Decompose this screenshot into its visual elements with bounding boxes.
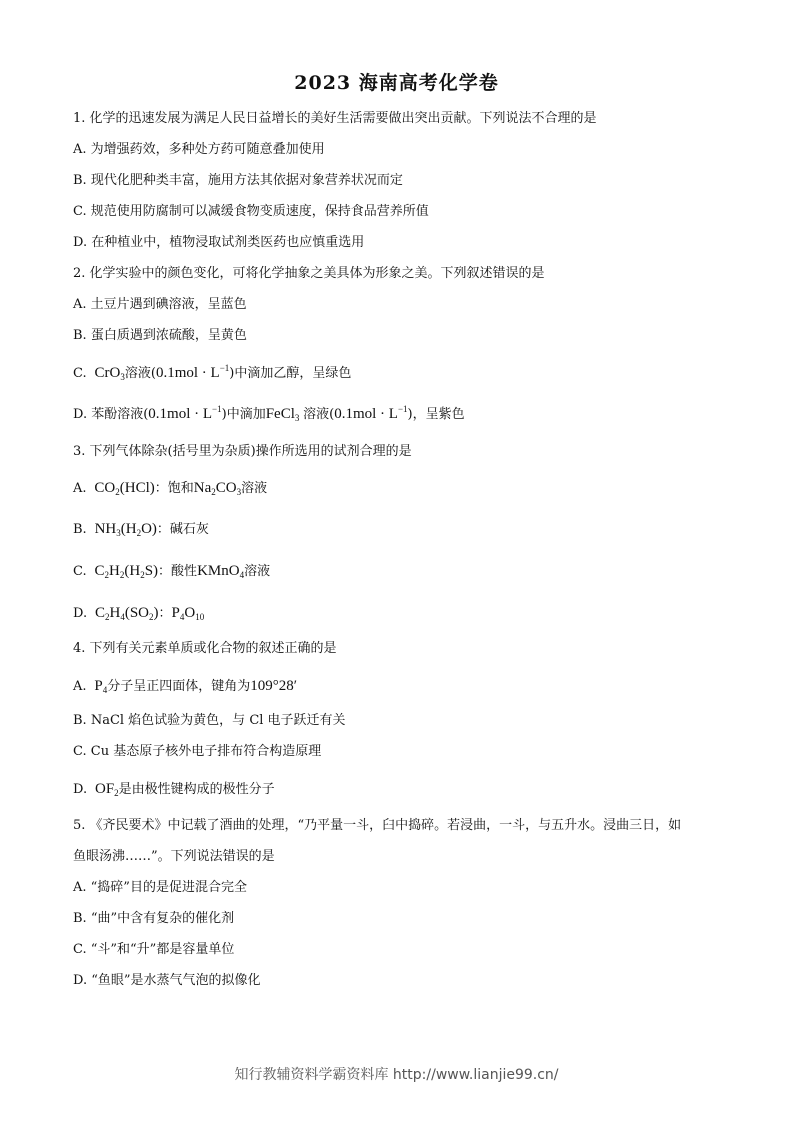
q1-option-c: C. 规范使用防腐制可以减缓食物变质速度，保持食品营养所值 (73, 204, 429, 219)
q2-option-a: A. 土豆片遇到碘溶液，呈蓝色 (73, 297, 247, 312)
q3-a-text: ：饱和 (154, 481, 194, 496)
q1-option-d: D. 在种植业中，植物浸取试剂类医药也应慎重选用 (73, 235, 365, 250)
q4-option-b: B. NaCl 焰色试验为黄色，与 Cl 电子跃迁有关 (73, 713, 346, 728)
concentration: $0.1mol \cdot L^{-1}$ (148, 404, 222, 422)
formula-p4: $P_4$ (90, 678, 108, 695)
q3-option-c (73, 562, 270, 581)
q2-d-prefix: D. 苯酚溶液( (73, 407, 149, 422)
q3-a-text2: 溶液 (241, 481, 268, 496)
q4-d-text: 是由极性键构成的极性分子 (118, 782, 275, 797)
q2-d-text1: )中滴加 (221, 407, 266, 422)
q5-option-b: B. “曲”中含有复杂的催化剂 (73, 911, 235, 926)
q5-stem-line1: 5. 《齐民要术》中记载了酒曲的处理，“乃平量一斗，臼中捣碎。若浸曲，一斗，与五升水。浸曲三日，如 (73, 818, 682, 833)
formula-co2-hcl: $CO_2(HCl)$ (90, 480, 155, 497)
option-letter: B. (73, 522, 87, 537)
formula-na2co3: $Na_2CO_3$ (193, 480, 242, 497)
q2-d-text2: 溶液( (303, 407, 335, 422)
q3-c-text2: 溶液 (244, 564, 271, 579)
option-letter: A. (73, 481, 87, 496)
concentration: $0.1mol \cdot L^{-1}$ (155, 363, 230, 381)
q3-option-b (73, 520, 209, 539)
q5-option-d: D. “鱼眼”是水蒸气气泡的拟像化 (73, 973, 261, 988)
q4-option-d (73, 780, 275, 799)
q3-b-text: ：碱石灰 (156, 522, 209, 537)
q3-option-d (73, 604, 204, 623)
page-title: 2023 海南高考化学卷 (294, 72, 499, 94)
q1-option-a: A. 为增强药效，多种处方药可随意叠加使用 (73, 142, 325, 157)
formula-p4o10: $P_4O_{10}$ (171, 605, 205, 622)
bond-angle: 109°28′ (250, 678, 298, 694)
q4-option-a (73, 677, 297, 696)
q4-option-c: C. Cu 基态原子核外电子排布符合构造原理 (73, 744, 322, 759)
option-letter: D. (73, 606, 88, 621)
q3-stem: 3. 下列气体除杂(括号里为杂质)操作所选用的试剂合理的是 (73, 444, 412, 459)
q3-option-a (73, 479, 267, 498)
option-letter: D. (73, 782, 88, 797)
q2-option-b: B. 蛋白质遇到浓硫酸，呈黄色 (73, 328, 247, 343)
formula-of2: $OF_2$ (91, 781, 119, 798)
q3-d-text: ： (158, 606, 172, 621)
q3-c-text: ：酸性 (158, 564, 198, 579)
q1-option-b: B. 现代化肥种类丰富，施用方法其依据对象营养状况而定 (73, 173, 403, 188)
q4-a-text: 分子呈正四面体，键角为 (107, 679, 251, 694)
q5-stem-line2: 鱼眼汤沸……”。下列说法错误的是 (73, 849, 275, 864)
q5-option-c: C. “斗”和“升”都是容量单位 (73, 942, 235, 957)
q2-d-text3: )，呈紫色 (407, 407, 465, 422)
formula-kmno4: KMnO$_4$ (197, 563, 245, 580)
option-letter: A. (73, 679, 87, 694)
option-letter: C. (73, 366, 87, 381)
formula-fecl3: FeCl$_3$ (265, 406, 300, 423)
q4-stem: 4. 下列有关元素单质或化合物的叙述正确的是 (73, 641, 337, 656)
q2-option-d (73, 405, 465, 424)
formula-cro3: CrO$_3$ (90, 365, 125, 382)
formula-c2h4-so2: $C_2H_4(SO_2)$ (91, 605, 159, 622)
q5-option-a: A. “捣碎”目的是促进混合完全 (73, 880, 247, 895)
option-letter: C. (73, 564, 87, 579)
q2-option-c (73, 364, 351, 383)
q2-c-text1: 溶液( (124, 366, 156, 381)
concentration: $0.1mol \cdot L^{-1}$ (334, 404, 408, 422)
q2-stem: 2. 化学实验中的颜色变化，可将化学抽象之美具体为形象之美。下列叙述错误的是 (73, 266, 545, 281)
q2-c-text2: )中滴加乙醇，呈绿色 (229, 366, 352, 381)
formula-c2h2-h2s: $C_2H_2(H_2S)$ (90, 563, 159, 580)
q1-stem: 1. 化学的迅速发展为满足人民日益增长的美好生活需要做出突出贡献。下列说法不合理的是 (73, 111, 597, 126)
formula-nh3-h2o: $NH_3(H_2O)$ (90, 521, 157, 538)
footer-watermark: 知行教辅资料学霸资料库 http://www.lianjie99.cn/ (234, 1067, 559, 1083)
